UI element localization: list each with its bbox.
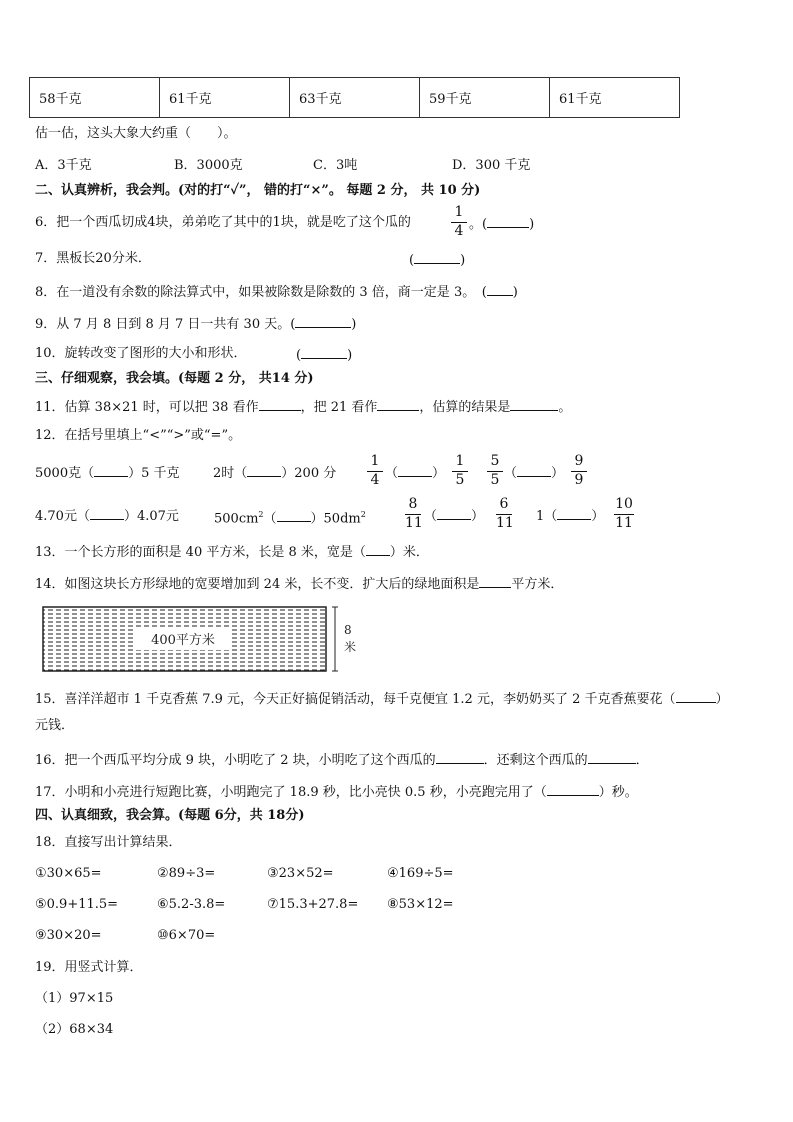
compare-1 bbox=[35, 464, 180, 482]
q15-end: 元钱． bbox=[35, 718, 75, 733]
q11-part-1: 11．估算 38×21 时，可以把 38 看作 bbox=[35, 400, 259, 415]
paren-open: （ bbox=[504, 466, 518, 481]
q8-text bbox=[35, 283, 518, 301]
answer-blank[interactable] bbox=[436, 751, 484, 764]
q15-stem: 15．喜洋洋超市 1 千克香蕉 7.9 元，今天正好搞促销活动，每千克便宜 1.2 元，李奶奶买了 2 千克香蕉要花（ bbox=[35, 692, 676, 707]
fraction-numerator: 1 bbox=[455, 453, 465, 469]
answer-blank[interactable] bbox=[295, 315, 351, 328]
answer-blank[interactable] bbox=[557, 507, 591, 520]
compare-left: 500cm bbox=[214, 511, 259, 527]
q16-part-2: ．还剩这个西瓜的 bbox=[483, 753, 588, 768]
compare-left: 4.70元（ bbox=[35, 509, 90, 524]
q16-part-1: 16．把一个西瓜平均分成 9 块，小明吃了 2 块，小明吃了这个西瓜的 bbox=[35, 753, 436, 768]
paren-close: ) bbox=[529, 217, 535, 232]
answer-blank[interactable] bbox=[487, 283, 513, 296]
q6-answer bbox=[469, 215, 534, 233]
q10-answer bbox=[296, 346, 352, 364]
paren-close: ) bbox=[351, 317, 357, 332]
fraction-numerator: 5 bbox=[490, 453, 500, 469]
q7-answer bbox=[409, 251, 465, 269]
paren-close: ） bbox=[715, 692, 729, 707]
fraction bbox=[496, 497, 512, 531]
table-cell: 63千克 bbox=[290, 78, 420, 118]
answer-blank[interactable] bbox=[90, 507, 124, 520]
table-cell: 59千克 bbox=[420, 78, 550, 118]
superscript: 2 bbox=[258, 510, 264, 519]
compare-4-blank bbox=[504, 464, 564, 482]
q11-part-3: ，估算的结果是 bbox=[419, 400, 511, 415]
paren-close: ） bbox=[551, 466, 565, 481]
fraction-denominator: 9 bbox=[574, 472, 584, 488]
q9-stem: 9．从 7 月 8 日到 8 月 7 日一共有 30 天。( bbox=[35, 317, 296, 332]
q5-stem: 估一估，这头大象大约重（ ）。 bbox=[35, 126, 237, 141]
compare-left: 2时（ bbox=[213, 466, 248, 481]
answer-blank[interactable] bbox=[676, 690, 716, 703]
calc-item: ⑤0.9+11.5= bbox=[35, 897, 119, 912]
calc-item: ⑨30×20= bbox=[35, 928, 102, 943]
compare-6 bbox=[214, 507, 366, 527]
fraction bbox=[367, 454, 383, 488]
section-4-title: 四、认真细致，我会算。(每题 6分，共 18分) bbox=[35, 808, 305, 823]
q16-part-3: ． bbox=[635, 753, 649, 768]
q15-text bbox=[35, 690, 729, 708]
calc-item: ③23×52= bbox=[267, 866, 334, 881]
fraction bbox=[487, 454, 503, 488]
fraction-numerator: 9 bbox=[574, 453, 584, 469]
q18-text: 18．直接写出计算结果． bbox=[35, 835, 182, 850]
table-cell: 61千克 bbox=[160, 78, 290, 118]
paren-open: （ bbox=[385, 466, 399, 481]
fraction-denominator: 4 bbox=[370, 472, 380, 488]
q6-fraction bbox=[451, 205, 467, 239]
calc-item: ④169÷5= bbox=[387, 866, 454, 881]
paren-open: ( bbox=[409, 253, 415, 268]
paren-close: ） bbox=[591, 509, 605, 524]
q5-option-d: D．300 千克 bbox=[452, 158, 531, 173]
answer-blank[interactable] bbox=[259, 398, 301, 411]
q13-stem: 13．一个长方形的面积是 40 平方米，长是 8 米，宽是（ bbox=[35, 545, 366, 560]
fraction-denominator: 5 bbox=[455, 472, 465, 488]
compare-right: ）5 千克 bbox=[128, 466, 180, 481]
fraction bbox=[452, 454, 468, 488]
paren-close: ) bbox=[460, 253, 466, 268]
q17-end: ）秒。 bbox=[598, 785, 638, 800]
q7-text: 7．黑板长20分米． bbox=[35, 251, 151, 266]
q19-text: 19．用竖式计算． bbox=[35, 960, 143, 975]
q6-paren-open: 。( bbox=[469, 217, 488, 232]
answer-blank[interactable] bbox=[510, 398, 558, 411]
calc-item: ②89÷3= bbox=[157, 866, 216, 881]
answer-blank[interactable] bbox=[377, 398, 419, 411]
q16-text bbox=[35, 751, 649, 769]
answer-blank[interactable] bbox=[398, 464, 432, 477]
answer-blank[interactable] bbox=[247, 464, 281, 477]
compare-7-blank bbox=[424, 507, 484, 525]
paren-open: （ bbox=[263, 511, 277, 527]
compare-2 bbox=[213, 464, 336, 482]
paren-close: ） bbox=[471, 509, 485, 524]
q14-text bbox=[35, 575, 563, 593]
q5-option-c: C．3吨 bbox=[313, 158, 358, 173]
compare-8-blank bbox=[536, 507, 604, 525]
fraction bbox=[614, 497, 634, 531]
section-3-title: 三、仔细观察，我会填。(每题 2 分， 共14 分) bbox=[35, 371, 314, 386]
paren-close: ) bbox=[347, 348, 353, 363]
compare-right: ）50dm bbox=[310, 511, 361, 527]
answer-blank[interactable] bbox=[588, 751, 636, 764]
q11-text bbox=[35, 398, 571, 416]
paren-close: ) bbox=[512, 285, 518, 300]
fraction-denominator: 11 bbox=[496, 515, 514, 531]
fraction-denominator: 4 bbox=[454, 223, 464, 239]
q8-stem: 8．在一道没有余数的除法算式中，如果被除数是除数的 3 倍，商一定是 3。 ( bbox=[35, 285, 487, 300]
fraction bbox=[571, 454, 587, 488]
answer-blank[interactable] bbox=[479, 575, 511, 588]
calc-item: ⑩6×70= bbox=[157, 928, 216, 943]
compare-left: 5000克（ bbox=[35, 466, 95, 481]
paren-open: ( bbox=[296, 348, 302, 363]
q11-part-4: 。 bbox=[558, 400, 572, 415]
q5-option-a: A．3千克 bbox=[35, 158, 92, 173]
calc-item: ⑥5.2-3.8= bbox=[157, 897, 226, 912]
answer-blank[interactable] bbox=[437, 507, 471, 520]
compare-5 bbox=[35, 507, 179, 525]
table-row bbox=[30, 78, 680, 118]
q10-text: 10．旋转改变了图形的大小和形状． bbox=[35, 346, 247, 361]
compare-left: 1（ bbox=[536, 509, 558, 524]
answer-blank[interactable] bbox=[301, 346, 347, 359]
side-label-top: 8 bbox=[344, 623, 352, 637]
field-figure bbox=[40, 604, 360, 674]
q11-part-2: ，把 21 看作 bbox=[300, 400, 378, 415]
answer-blank[interactable] bbox=[517, 464, 551, 477]
answer-blank[interactable] bbox=[366, 543, 390, 556]
fraction-numerator: 6 bbox=[499, 496, 509, 512]
calc-item: ⑧53×12= bbox=[387, 897, 454, 912]
vertical-calc-1: （1）97×15 bbox=[35, 991, 114, 1006]
compare-3-blank bbox=[385, 464, 445, 482]
area-label: 400平方米 bbox=[151, 633, 215, 648]
table-cell: 58千克 bbox=[30, 78, 160, 118]
fraction-numerator: 8 bbox=[408, 496, 418, 512]
weight-table bbox=[29, 77, 680, 118]
q17-stem: 17．小明和小亮进行短跑比赛，小明跑完了 18.9 秒，比小亮快 0.5 秒，小亮跑完用了（ bbox=[35, 785, 547, 800]
table-cell: 61千克 bbox=[550, 78, 680, 118]
q17-text bbox=[35, 783, 638, 801]
superscript: 2 bbox=[360, 510, 366, 519]
fraction-numerator: 1 bbox=[454, 204, 464, 220]
q9-text bbox=[35, 315, 356, 333]
fraction bbox=[405, 497, 421, 531]
q14-stem: 14．如图这块长方形绿地的宽要增加到 24 米，长不变．扩大后的绿地面积是 bbox=[35, 577, 480, 592]
answer-blank[interactable] bbox=[94, 464, 128, 477]
fraction-denominator: 11 bbox=[615, 515, 633, 531]
answer-blank[interactable] bbox=[547, 783, 599, 796]
q6-text: 6．把一个西瓜切成4块，弟弟吃了其中的1块，就是吃了这个瓜的 bbox=[35, 215, 411, 230]
q5-option-b: B．3000克 bbox=[174, 158, 243, 173]
q12-text: 12．在括号里填上“<”“>”或“=”。 bbox=[35, 428, 242, 443]
answer-blank[interactable] bbox=[414, 251, 460, 264]
answer-blank[interactable] bbox=[277, 509, 311, 522]
fraction-numerator: 1 bbox=[370, 453, 380, 469]
paren-open: （ bbox=[424, 509, 438, 524]
fraction-denominator: 5 bbox=[490, 472, 500, 488]
q13-end: ）米． bbox=[389, 545, 429, 560]
fraction-numerator: 10 bbox=[615, 496, 633, 512]
calc-item: ⑦15.3+27.8= bbox=[267, 897, 359, 912]
vertical-calc-2: （2）68×34 bbox=[35, 1022, 114, 1037]
q14-end: 平方米． bbox=[511, 577, 564, 592]
compare-right: ）4.07元 bbox=[123, 509, 179, 524]
section-2-title: 二、认真辨析，我会判。(对的打“✓”， 错的打“×”。 每题 2 分， 共 10 分) bbox=[35, 183, 481, 198]
side-label-bottom: 米 bbox=[344, 640, 357, 654]
q13-text bbox=[35, 543, 429, 561]
fraction-denominator: 11 bbox=[405, 515, 423, 531]
calc-item: ①30×65= bbox=[35, 866, 102, 881]
compare-right: ）200 分 bbox=[281, 466, 337, 481]
answer-blank[interactable] bbox=[487, 215, 529, 228]
paren-close: ） bbox=[432, 466, 446, 481]
